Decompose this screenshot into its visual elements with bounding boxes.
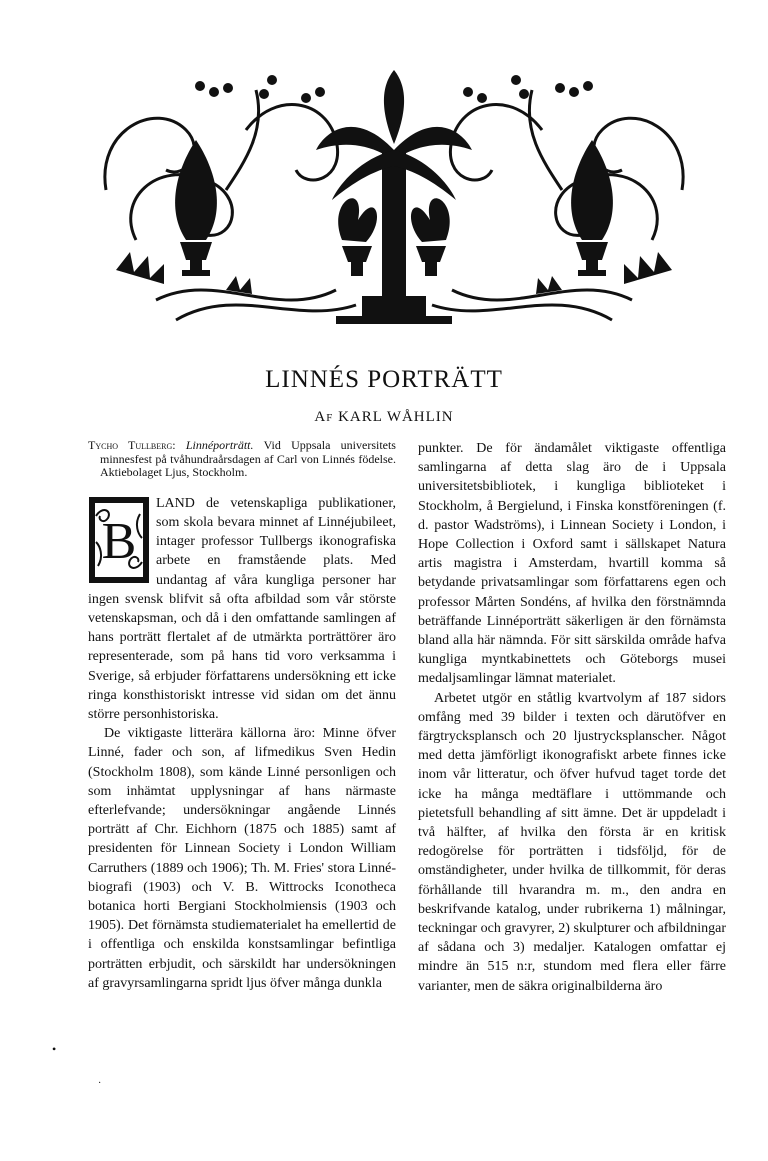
byline-prefix: A: [314, 409, 327, 425]
margin-mark: •: [52, 1042, 57, 1056]
byline-author: KARL WÅHLIN: [338, 409, 454, 425]
article-byline: [0, 409, 768, 426]
article-title: LINNÉS PORTRÄTT: [265, 366, 503, 393]
bibliography-details: Vid Uppsala universitets minnesfest på tvåhundraårsdagen af Carl von Linnés födelse. Aktiebolaget Ljus, Stockholm.: [100, 438, 396, 480]
ornamental-initial: [88, 496, 150, 584]
bibliography-author: Tycho Tullberg: [88, 438, 173, 452]
paragraph-left-1: LAND de vetenskapliga publikationer, som skola bevara minnet af Linnéjubileet, intager professor Tullbergs ikonografiska arbete en framstående plats. Med undantag af våra kungliga personer har ingen svensk blifvit så ofta afbildad som vår störste vetenskapsman, och då i den omfattande samlingen af hans porträtt flertalet af de utmärkta porträttörer äro representerade, som på hans tid voro verksamma i Sverige, så erbjuder författarens undersökning ett icke ringa konsthistoriskt intresse vid sidan om det ännu större personhistoriska.: [88, 495, 396, 723]
paragraph-right-2: Arbetet utgör en ståtlig kvartvolym af 187 sidors omfång med 39 bilder i texten och därutöfver en färgtrycksplansch och 20 ljustrycksplanscher. Något med detta jämförligt ikonografiskt arbete finnes icke inom vår litteratur, och öfver hufvud taget torde det icke ha många medtäflare i uttömmande och pietetsfull behandling af sitt ämne. Det är uppdeladt i två hälfter, af hvilka den första är en kritisk redogörelse för porträtten i tidsföljd, för de omständigheter, under hvilka de tillkommit, för deras förhållande till hvarandra m. m., den andra en beskrifvande katalog, under rubrikerna 1) målningar, teckningar och gravyrer, 2) skulpturer och afbildningar af sådana och 3) medaljer. Katalogen omfattar ej mindre än 515 n:r, stundom med flera eller färre varianter, men de säkra originalbilderna äro: [418, 690, 726, 994]
bibliography-work: Linnéporträtt.: [185, 438, 254, 452]
paragraph-right-1: punkter. De för ändamålet viktigaste offentliga samlingarna af detta slag äro de i Uppsala universitetsbibliotek, i kungliga biblioteket i Stockholm, å Bergielund, i Finska konstföreningen (f. d. pastor Wadströms), i Linnean Society i London, i Hope Collection i Oxford samt i sällskapet Natura artis magistra i Amsterdam, hvartill komma så betydande privatsamlingar som författarens egen och professor Mårten Sondéns, af hvilka den förstnämnda beträffande Linnéporträtt säkerligen är den förnämsta bland alla här nämnda. För sitt särskilda område hafva kungliga myntkabinettets och Göteborgs musei medaljsamlingar lämnat materialet.: [418, 441, 726, 687]
left-column: [88, 439, 396, 993]
ornamental-headpiece: [96, 70, 692, 326]
margin-mark-small: ·: [98, 1078, 102, 1089]
right-column: [418, 439, 726, 996]
paragraph-left-2: De viktigaste litterära källorna äro: Minne öfver Linné, fader och son, af lifmedikus Sven Hedin (Stockholm 1808), som kände Linné personligen och som inhämtat upplysningar af hans närmaste efterlefvande; undersökningar angående Linnés porträtt af Chr. Eichhorn (1875 och 1885) samt af presidenten för Linnean Society i London William Carruthers (1889 och 1906); Th. M. Fries' stora Linné-biografi (1903) och V. B. Wittrocks Iconotheca botanica horti Bergiani Stockholmiensis (1903 och 1905). Det förnämsta studiematerialet ha emellertid de i offentliga och enskilda konstsamlingar befintliga porträtten erbjudit, och särskildt har undersökningen af gravyrsamlingarna spridt ljus öfver många dunkla: [88, 726, 396, 991]
bibliography-entry: Tycho Tullberg: Linnéporträtt. Vid Uppsala universitets minnesfest på tvåhundraårsdagen af Carl von Linnés födelse. Aktiebolaget Ljus, Stockholm.: [88, 438, 396, 480]
byline-prefix-small: F: [326, 412, 334, 424]
drop-cap: B: [101, 512, 137, 570]
